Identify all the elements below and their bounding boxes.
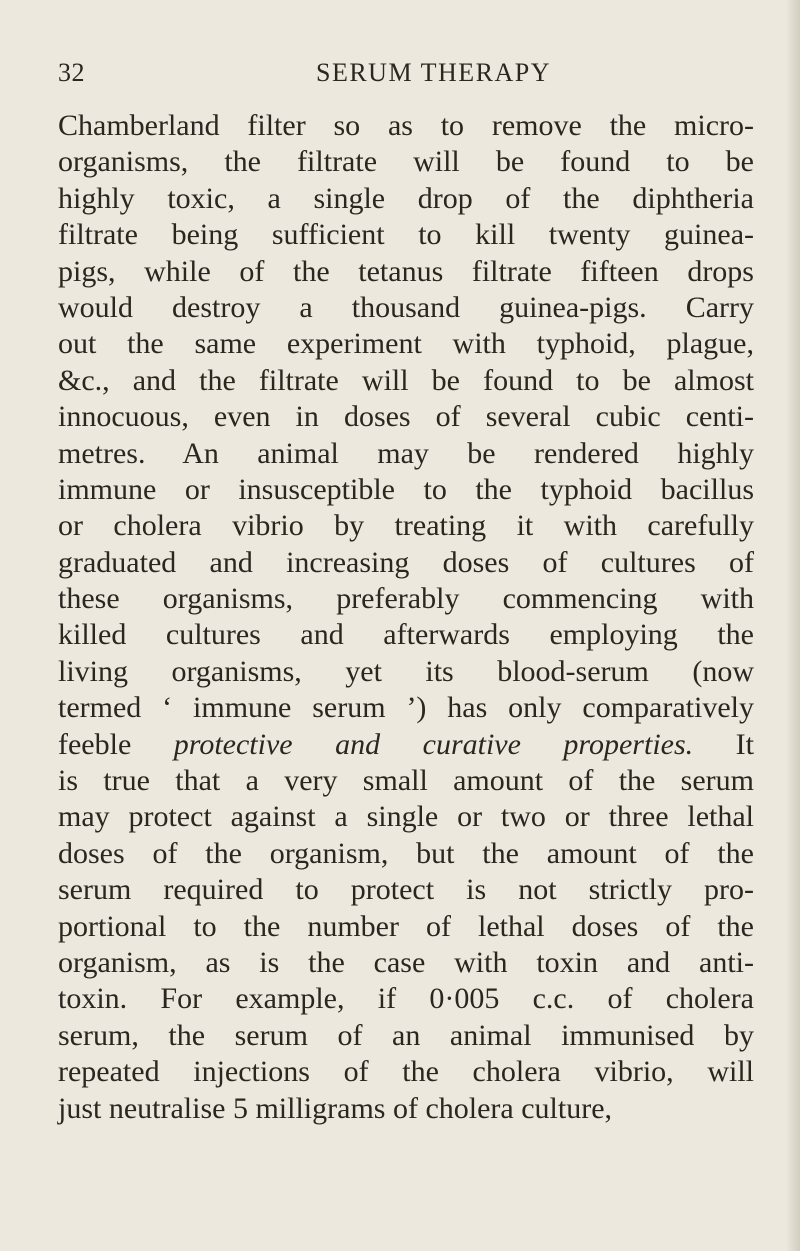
- text-line: graduated and increasing doses of cultures of: [58, 545, 754, 579]
- text-line: doses of the organism, but the amount of the: [58, 836, 754, 870]
- text-line: living organisms, yet its blood-serum (now: [58, 654, 754, 688]
- text-line: pigs, while of the tetanus filtrate fifteen drops: [58, 254, 754, 288]
- text-line: &c., and the filtrate will be found to be almost: [58, 363, 754, 397]
- text-line: serum, the serum of an animal immunised by: [58, 1018, 754, 1052]
- text-line: may protect against a single or two or three lethal: [58, 800, 754, 834]
- line-prefix: feeble: [58, 727, 174, 761]
- text-line: termed ‘ immune serum ’) has only comparatively: [58, 691, 754, 725]
- text-line: immune or insusceptible to the typhoid bacillus: [58, 472, 754, 506]
- text-line: organism, as is the case with toxin and anti-: [58, 945, 754, 979]
- text-line: is true that a very small amount of the serum: [58, 764, 754, 798]
- page-header: [58, 58, 738, 98]
- text-line: portional to the number of lethal doses of the: [58, 909, 754, 943]
- text-line: organisms, the filtrate will be found to be: [58, 145, 754, 179]
- text-line: metres. An animal may be rendered highly: [58, 436, 754, 470]
- running-head: SERUM THERAPY: [316, 58, 552, 87]
- text-line: Chamberland filter so as to remove the micro-: [58, 109, 754, 142]
- text-line: innocuous, even in doses of several cubic centi-: [58, 400, 754, 434]
- text-line: would destroy a thousand guinea-pigs. Carry: [58, 290, 754, 324]
- text-line: or cholera vibrio by treating it with carefully: [58, 509, 754, 543]
- text-line: killed cultures and afterwards employing the: [58, 618, 754, 652]
- text-line: just neutralise 5 milligrams of cholera culture,: [58, 1091, 613, 1125]
- text-line: serum required to protect is not strictly pro-: [58, 873, 754, 907]
- text-line: repeated injections of the cholera vibrio, will: [58, 1055, 754, 1089]
- text-line: filtrate being sufficient to kill twenty guinea-: [58, 218, 754, 252]
- line-suffix: It: [693, 727, 754, 761]
- text-line-with-italic: [58, 727, 754, 763]
- text-line: highly toxic, a single drop of the diphtheria: [58, 181, 754, 215]
- body-text: [58, 108, 754, 1127]
- text-line: toxin. For example, if 0·005 c.c. of cholera: [58, 982, 754, 1016]
- italic-phrase: protective and curative properties.: [173, 727, 694, 761]
- page-edge-shadow: [786, 0, 800, 1251]
- text-line: out the same experiment with typhoid, plague,: [58, 327, 754, 361]
- text-line: these organisms, preferably commencing with: [58, 582, 754, 616]
- page-number: 32: [58, 58, 85, 87]
